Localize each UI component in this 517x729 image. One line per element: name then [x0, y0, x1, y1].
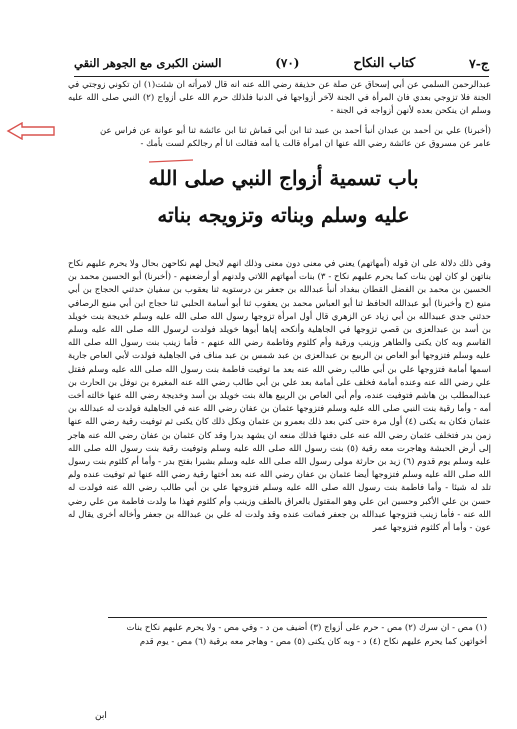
footnote-catchword: ابن [95, 711, 107, 721]
footnotes [104, 621, 487, 649]
underline-mark [148, 158, 194, 164]
footnote-line: (١) مص - ان سرك (٢) مص - حرم على أزواج (٣) أضيف من د - وفي مص - ولا يحرم عليهم نكاح بنات [126, 623, 487, 633]
header-book-title: كتاب النكاح [353, 55, 416, 71]
header-page-number: (٧٠) [275, 56, 300, 70]
chapter-heading-line-2: عليه وسلم وبناته وتزويجه بناته [157, 203, 410, 227]
header-work-title: السنن الكبرى مع الجوهر النقي [74, 56, 222, 70]
paragraph-aisha: (أخبرنا) علي بن أحمد بن عبدان أنبأ أحمد بن عبيد ثنا ابن أبي قماش ثنا ابن عائشة ثنا أبو عوانة عن فراس عن عامر عن مسروق عن عائشة رضي الله عنها ان امرأة قالت يا أمه فقالت انا أم رجالكم لست بأمك - [100, 126, 491, 150]
header-rule [74, 76, 489, 77]
paragraph-wives-and-daughters: وفي ذلك دلالة على ان قوله (أمهاتهم) يعني في معنى دون معنى وذلك انهم لايحل لهم نكاحهن بحال ولا يحرم عليهم نكاح بناتهن لو كان لهن بنات كما يحرم عليهم نكاح - ٣) بنات أمهاتهم اللاتي ولدنهم أو أرضعنهم - (أخبرنا) أبو الحسين محمد بن الحسين بن محمد بن الفضل القطان ببغداد أنبأ عبدالله بن جعفر بن درستويه ثنا يعقوب بن سفيان حدثني الحجاج بن أبي منيع (ح وأخبرنا) أبو عبدالله الحافظ ثنا أبو العباس محمد بن يعقوب ثنا أبو أسامة الحلبي ثنا حجاج ابن أبي منيع الرصافي حدثني جدي عبيدالله بن أبي زياد عن الزهري قال أول امرأة تزوجها رسول الله صلى الله عليه وسلم خديجة بنت خويلد بن أسد بن عبدالعزى بن قصي تزوجها في الجاهلية وأنكحه إياها أبوها خويلد فولدت لرسول الله صلى الله عليه وسلم القاسم وبه كان يكنى والطاهر وزينب ورقية وأم كلثوم وفاطمة رضي الله عنهم - فأما زينب بنت رسول الله صلى الله عليه وسلم فتزوجها أبو العاص بن الربيع بن عبدالعزى بن عبد شمس بن عبد مناف في الجاهلية فولدت لأبي العاص جارية اسمها أمامة فتزوجها علي بن أبي طالب رضي الله عنه بعد ما توفيت فاطمة بنت رسول الله صلى الله عليه وسلم فقتل علي رضي الله عنه وعنده أمامة فخلف على أمامة بعد علي بن أبي طالب رضي الله عنه المغيرة بن نوفل بن الحارث بن عبدالمطلب بن هاشم فتوفيت عنده، وأم أبي العاص بن الربيع هالة بنت خويلد بن أسد وخديجة رضي الله عنها خالته أخت أمه - وأما رقية بنت النبي صلى الله عليه وسلم فتزوجها عثمان بن عفان رضي الله عنه في الجاهلية فولدت له عبدالله بن عثمان فكان به يكنى (٤) أول مرة حتى كني بعد ذلك بعمرو بن عثمان وبكل ذلك كان يكنى ثم توفيت رقية رضي الله عنها زمن بدر فتخلف عثمان رضي الله عنه على دفنها فذلك منعه ان يشهد بدرا وقد كان عثمان بن عفان رضي الله عنه هاجر إلى أرض الحبشة وهاجرت معه رقية (٥) بنت رسول الله صلى الله عليه وسلم وتوفيت رقية بنت رسول الله صلى الله عليه وسلم يوم قدوم (٦) زيد بن حارثة مولى رسول الله صلى الله عليه وسلم بشيرا بفتح بدر - وأما أم كلثوم بنت رسول الله صلى الله عليه وسلم فتزوجها أيضا عثمان بن عفان رضي الله عنه بعد أختها رقية رضي الله عنها ثم توفيت عنده ولم تلد له شيئا - وأما فاطمة بنت رسول الله صلى الله عليه وسلم فتزوجها علي بن أبي طالب رضي الله عنه فولدت له حسن بن علي الأكبر وحسين ابن علي وهو المقتول بالعراق بالطف وزينب وأم كلثوم فهذا ما ولدت فاطمة من علي رضي الله عنه - فأما زينب فتزوجها عبدالله بن جعفر فماتت عنده وقد ولدت له علي بن عبدالله بن جعفر وأخاله أخرى يقال له عون - وأما أم كلثوم فتزوجها عمر [68, 259, 492, 534]
footnote-line: أخواتهن كما يحرم عليهم نكاح (٤) د - وبه كان يكنى (٥) مص - وهاجر معه برقية (٦) مص - يوم قدم [139, 637, 487, 647]
footnote-rule [108, 617, 487, 618]
paragraph-hudhayfa: عبدالرحمن السلمي عن أبي إسحاق عن صلة عن حذيفة رضي الله عنه انه قال لامرأته ان شئت(١) ان تكوني زوجتي في الجنة فلا تزوجي بعدي فان المرأة في الجنة لآخر أزواجها في الدنيا فلذلك حرم الله على أزواج (٢) النبي صلى الله عليه وسلم ان ينكحن بعده لأنهن أزواجه في الجنة - [68, 80, 492, 117]
chapter-heading-line-1: باب تسمية أزواج النبي صلى الله [148, 166, 419, 190]
page-header [74, 52, 489, 74]
header-volume: ج-٧ [469, 55, 489, 71]
annotation-arrow-icon [6, 122, 56, 140]
